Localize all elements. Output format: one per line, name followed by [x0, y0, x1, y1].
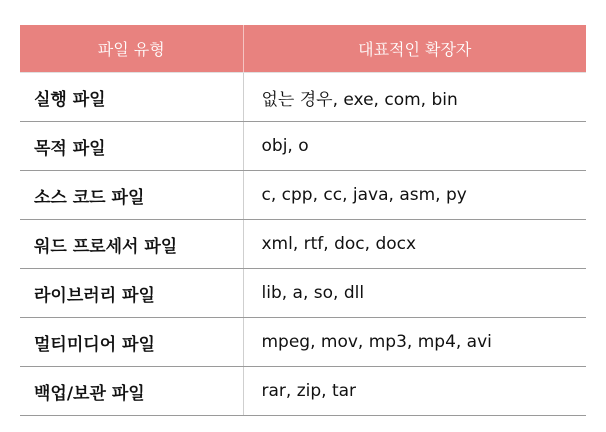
- header-file-type: 파일 유형: [20, 25, 243, 73]
- table-row: [20, 220, 586, 269]
- table-row: [20, 73, 586, 122]
- table-row: [20, 269, 586, 318]
- extensions-cell: c, cpp, cc, java, asm, py: [243, 171, 586, 220]
- file-type-cell: 백업/보관 파일: [20, 367, 243, 416]
- file-type-cell: 소스 코드 파일: [20, 171, 243, 220]
- file-type-table: [20, 25, 586, 416]
- header-extensions: 대표적인 확장자: [243, 25, 586, 73]
- table-row: [20, 318, 586, 367]
- file-type-cell: 실행 파일: [20, 73, 243, 122]
- extensions-cell: lib, a, so, dll: [243, 269, 586, 318]
- file-type-cell: 라이브러리 파일: [20, 269, 243, 318]
- table-body: [20, 73, 586, 416]
- header-row: [20, 25, 586, 73]
- table-header: [20, 25, 586, 73]
- file-type-cell: 워드 프로세서 파일: [20, 220, 243, 269]
- table-row: [20, 367, 586, 416]
- extensions-cell: mpeg, mov, mp3, mp4, avi: [243, 318, 586, 367]
- table-row: [20, 171, 586, 220]
- extensions-cell: obj, o: [243, 122, 586, 171]
- file-type-cell: 멀티미디어 파일: [20, 318, 243, 367]
- table-row: [20, 122, 586, 171]
- extensions-cell: 없는 경우, exe, com, bin: [243, 73, 586, 122]
- extensions-cell: rar, zip, tar: [243, 367, 586, 416]
- file-type-cell: 목적 파일: [20, 122, 243, 171]
- extensions-cell: xml, rtf, doc, docx: [243, 220, 586, 269]
